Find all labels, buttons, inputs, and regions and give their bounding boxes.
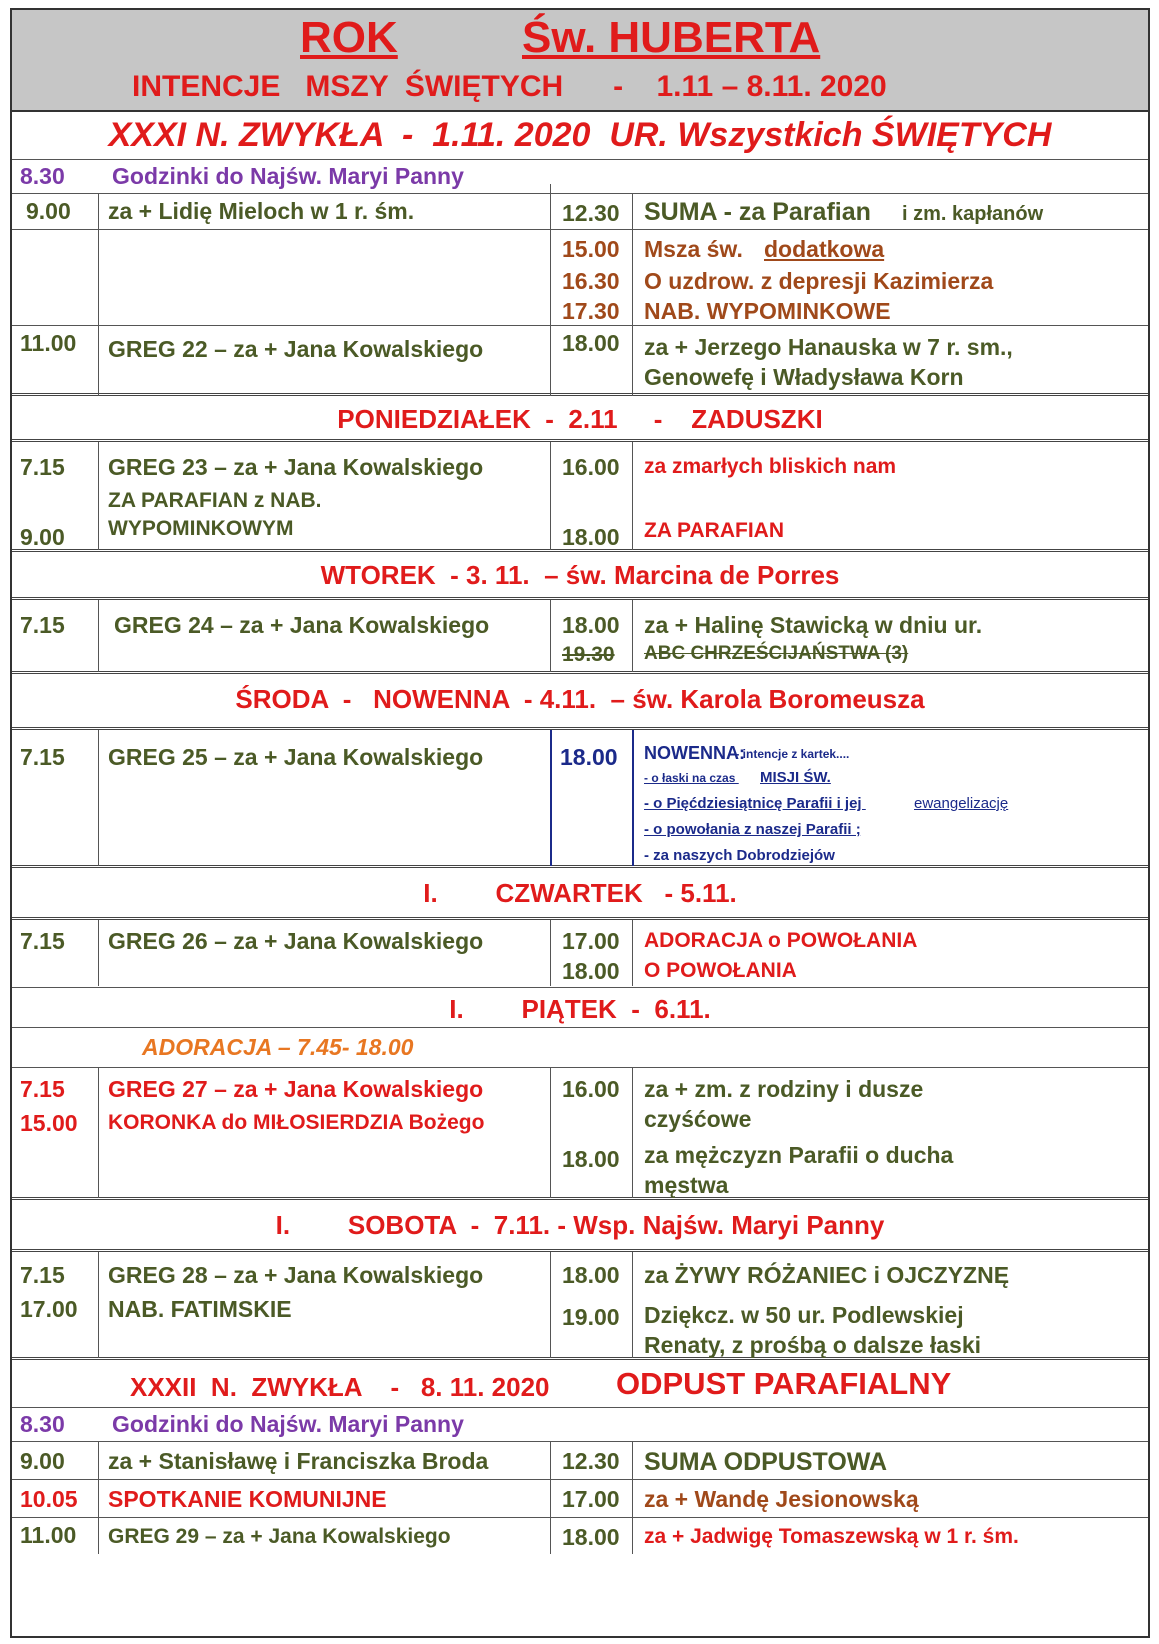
table-row: [12, 600, 1148, 674]
divider: [632, 194, 633, 396]
divider: [98, 600, 99, 672]
time-cell: 9.00: [26, 198, 71, 224]
intention-text: Godzinki do Najśw. Maryi Panny: [112, 1411, 464, 1437]
time-cell: 18.00: [562, 1146, 620, 1172]
time-cell: 18.00: [560, 744, 618, 770]
time-cell: 18.00: [562, 330, 620, 356]
sunday2-heading: XXXII N. ZWYKŁA - 8. 11. 2020: [130, 1372, 550, 1402]
intention-text: GREG 27 – za + Jana Kowalskiego: [108, 1076, 484, 1102]
intention-text: ADORACJA o POWOŁANIA: [644, 929, 918, 952]
table-row: [12, 442, 1148, 552]
divider: [632, 730, 634, 866]
saturday-heading: I. SOBOTA - 7.11. - Wsp. Najśw. Maryi Panny: [275, 1210, 885, 1240]
time-cell: 15.00: [562, 236, 620, 262]
divider: [550, 184, 551, 194]
time-cell: 12.30: [562, 200, 620, 226]
table-row: [12, 1068, 1148, 1200]
table-row: [12, 194, 1148, 230]
friday-heading: I. PIĄTEK - 6.11.: [449, 994, 711, 1024]
intention-text: za zmarłych bliskich nam: [644, 455, 897, 478]
divider: [98, 442, 99, 550]
divider: [98, 1252, 99, 1358]
divider: [632, 920, 633, 986]
sunday1-godzinki-row: [12, 160, 1148, 194]
table-row: [12, 230, 1148, 326]
time-cell: 18.00: [562, 612, 620, 638]
intention-text: za ŻYWY RÓŻANIEC i OJCZYZNĘ: [644, 1262, 1010, 1288]
novena-item: - za naszych Dobrodziejów: [644, 847, 835, 864]
intention-text: SUMA - za Parafian: [644, 198, 871, 226]
time-cell: 8.30: [20, 163, 65, 189]
monday-heading-row: [12, 396, 1148, 442]
time-cell: 17.00: [562, 1486, 620, 1512]
divider: [632, 1442, 633, 1554]
intention-text: GREG 29 – za + Jana Kowalskiego: [108, 1525, 451, 1548]
intention-text: Renaty, z prośbą o dalsze łaski: [644, 1332, 982, 1358]
time-cell: 9.00: [20, 524, 65, 550]
divider: [550, 194, 551, 396]
time-cell: 8.30: [20, 1411, 65, 1437]
time-cell: 10.05: [20, 1486, 78, 1512]
title-name: Św. HUBERTA: [522, 13, 821, 62]
intention-text: O uzdrow. z depresji Kazimierza: [644, 268, 994, 294]
time-cell: 18.00: [562, 1524, 620, 1550]
intention-text: GREG 26 – za + Jana Kowalskiego: [108, 928, 484, 954]
intention-text: GREG 28 – za + Jana Kowalskiego: [108, 1262, 484, 1288]
divider: [550, 1252, 551, 1358]
intention-text: GREG 25 – za + Jana Kowalskiego: [108, 744, 484, 770]
intention-text: czyśćowe: [644, 1106, 752, 1132]
time-cell: 16.30: [562, 268, 620, 294]
table-row: [12, 730, 1148, 868]
intention-text: NAB. FATIMSKIE: [108, 1296, 292, 1322]
time-cell: 18.00: [562, 524, 620, 550]
intention-text: GREG 23 – za + Jana Kowalskiego: [108, 454, 484, 480]
table-row: [12, 1518, 1148, 1554]
time-cell: 19.30: [562, 643, 615, 666]
divider: [98, 730, 99, 866]
time-cell: 18.00: [562, 958, 620, 984]
divider: [98, 1442, 99, 1554]
sunday2-godzinki-row: [12, 1408, 1148, 1442]
table-row: [12, 920, 1148, 988]
time-cell: 11.00: [20, 1522, 77, 1548]
time-cell: 7.15: [20, 744, 65, 770]
sunday1-heading-row: [12, 112, 1148, 160]
time-cell: 15.00: [20, 1110, 78, 1136]
wednesday-heading: ŚRODA - NOWENNA - 4.11. – św. Karola Boromeusza: [235, 684, 925, 714]
sunday2-heading-row: [12, 1360, 1148, 1408]
divider: [550, 442, 551, 550]
table-row: [12, 326, 1148, 396]
tuesday-heading-row: [12, 552, 1148, 600]
time-cell: 19.00: [562, 1304, 620, 1330]
divider: [550, 730, 552, 866]
divider: [550, 600, 551, 672]
thursday-heading-row: [12, 868, 1148, 920]
intention-text: za + Halinę Stawicką w dniu ur.: [644, 612, 983, 638]
intention-text: NAB. WYPOMINKOWE: [644, 298, 891, 324]
intention-text: za + Jadwigę Tomaszewską w 1 r. śm.: [644, 1525, 1019, 1548]
intention-text: GREG 24 – za + Jana Kowalskiego: [114, 612, 490, 638]
time-cell: 9.00: [20, 1448, 65, 1474]
novena-item: ewangelizację: [914, 795, 1009, 812]
time-cell: 17.00: [562, 928, 620, 954]
sunday1-heading: XXXI N. ZWYKŁA - 1.11. 2020 UR. Wszystkich ŚWIĘTYCH: [108, 116, 1052, 154]
sunday2-odpust: ODPUST PARAFIALNY: [616, 1366, 952, 1401]
novena-item: MISJI ŚW.: [760, 769, 831, 786]
time-cell: 12.30: [562, 1448, 620, 1474]
saturday-heading-row: [12, 1200, 1148, 1252]
thursday-heading: I. CZWARTEK - 5.11.: [423, 878, 737, 908]
time-cell: 7.15: [20, 1076, 65, 1102]
intentions-sheet: [10, 8, 1150, 1638]
time-cell: 11.00: [20, 330, 77, 356]
intention-text: ZA PARAFIAN: [644, 519, 784, 542]
time-cell: 7.15: [20, 928, 65, 954]
intention-text: za + Wandę Jesionowską: [644, 1486, 919, 1512]
divider: [550, 1442, 551, 1554]
intention-text: ZA PARAFIAN z NAB.: [108, 489, 322, 512]
divider: [550, 920, 551, 986]
time-cell: 7.15: [20, 612, 65, 638]
intention-text: SUMA ODPUSTOWA: [644, 1448, 888, 1476]
header-banner: [12, 10, 1148, 112]
intention-text: za + zm. z rodziny i dusze: [644, 1076, 924, 1102]
time-cell: 16.00: [562, 1076, 620, 1102]
intention-text: O POWOŁANIA: [644, 959, 797, 982]
time-cell: 17.00: [20, 1296, 78, 1322]
friday-heading-row: [12, 988, 1148, 1028]
adoracja-note: ADORACJA – 7.45- 18.00: [142, 1034, 414, 1060]
intention-text: dodatkowa: [764, 236, 885, 262]
table-row: [12, 1252, 1148, 1360]
title-rok: ROK: [300, 13, 398, 62]
divider: [550, 1068, 551, 1198]
intention-text: męstwa: [644, 1172, 729, 1198]
tuesday-heading: WTOREK - 3. 11. – św. Marcina de Porres: [320, 560, 840, 590]
intention-text: za + Stanisławę i Franciszka Broda: [108, 1448, 489, 1474]
time-cell: 16.00: [562, 454, 620, 480]
divider: [98, 194, 99, 396]
novena-item: - o Pięćdziesiątnicę Parafii i jej: [644, 795, 866, 812]
time-cell: 7.15: [20, 1262, 65, 1288]
intention-text: za + Jerzego Hanauska w 7 r. sm.,: [644, 334, 1013, 360]
time-cell: 17.30: [562, 298, 620, 324]
intention-text: Msza św.: [644, 236, 743, 262]
wednesday-heading-row: [12, 674, 1148, 730]
intention-text: WYPOMINKOWYM: [108, 517, 294, 540]
intention-text: za + Lidię Mieloch w 1 r. śm.: [108, 198, 415, 224]
intention-text: ABC CHRZEŚCIJAŃSTWA (3): [644, 643, 909, 664]
intention-text: GREG 22 – za + Jana Kowalskiego: [108, 336, 484, 362]
intention-text: KORONKA do MIŁOSIERDZIA Bożego: [108, 1111, 485, 1134]
subtitle: INTENCJE MSZY ŚWIĘTYCH - 1.11 – 8.11. 2020: [132, 70, 887, 103]
novena-title: NOWENNA:: [644, 743, 745, 763]
divider: [632, 1068, 633, 1198]
intention-text: Genowefę i Władysława Korn: [644, 364, 964, 390]
intention-text: i zm. kapłanów: [902, 203, 1044, 225]
table-row: [12, 1442, 1148, 1480]
divider: [98, 920, 99, 986]
intention-text: za mężczyzn Parafii o ducha: [644, 1142, 954, 1168]
monday-heading: PONIEDZIAŁEK - 2.11 - ZADUSZKI: [337, 404, 823, 434]
intention-text: Godzinki do Najśw. Maryi Panny: [112, 163, 464, 189]
divider: [632, 600, 633, 672]
time-cell: 18.00: [562, 1262, 620, 1288]
novena-item: - o powołania z naszej Parafii ;: [644, 821, 861, 838]
divider: [98, 1068, 99, 1198]
divider: [632, 1252, 633, 1358]
time-cell: 7.15: [20, 454, 65, 480]
novena-note: - intencje z kartek....: [732, 747, 850, 761]
intention-text: Dziękcz. w 50 ur. Podlewskiej: [644, 1302, 964, 1328]
divider: [632, 442, 633, 550]
table-row: [12, 1480, 1148, 1518]
intention-text: SPOTKANIE KOMUNIJNE: [108, 1486, 387, 1512]
friday-adoracja-row: [12, 1028, 1148, 1068]
novena-item: - o łaski na czas: [644, 771, 739, 785]
